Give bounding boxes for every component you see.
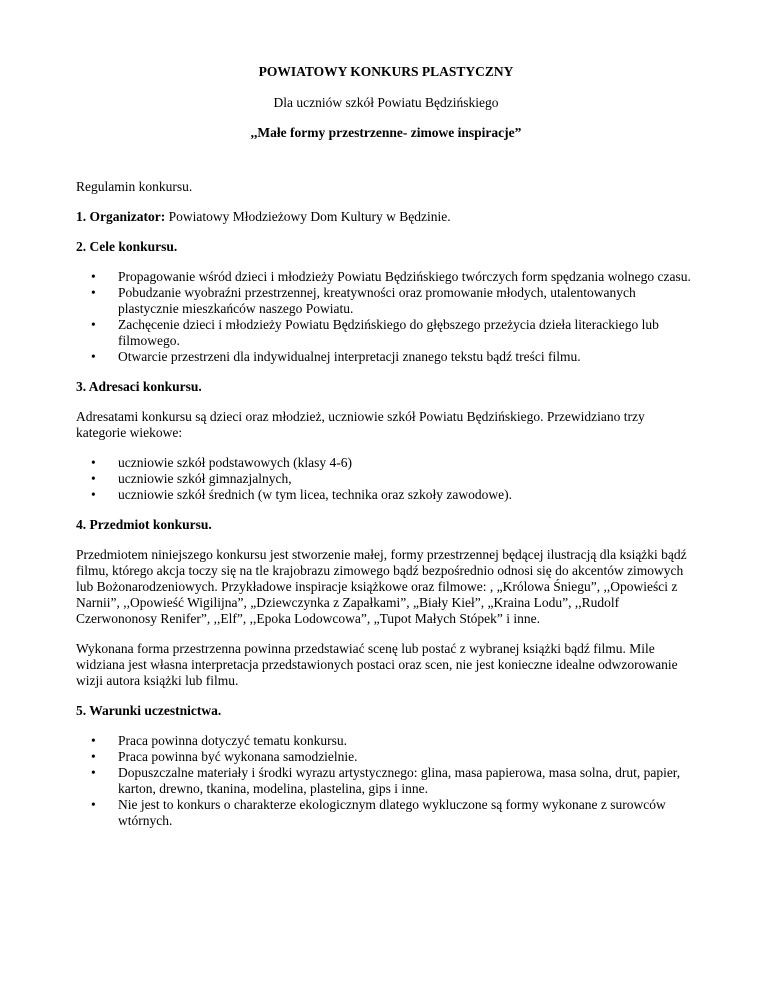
bullet-icon: • bbox=[91, 749, 96, 764]
bullet-icon: • bbox=[91, 317, 96, 332]
section-recipients-paragraph: Adresatami konkursu są dzieci oraz młodzież, uczniowie szkół Powiatu Będzińskiego. Przewidziano trzy kategorie wiekowe: bbox=[76, 409, 645, 440]
bullet-icon: • bbox=[91, 733, 96, 748]
list-item bbox=[76, 749, 696, 765]
section-goals-heading: 2. Cele konkursu. bbox=[76, 239, 178, 254]
bullet-icon: • bbox=[91, 349, 96, 364]
conditions-list bbox=[76, 733, 696, 829]
regulations-heading: Regulamin konkursu. bbox=[76, 179, 193, 194]
list-item-text: Dopuszczalne materiały i środki wyrazu artystycznego: glina, masa papierowa, masa solna, drut, papier, karton, drewno, tkanina, modelina, plastelina, gips i inne. bbox=[118, 765, 681, 796]
section-conditions-heading: 5. Warunki uczestnictwa. bbox=[76, 703, 222, 718]
list-item-text: uczniowie szkół gimnazjalnych, bbox=[118, 471, 292, 486]
list-item bbox=[76, 797, 696, 829]
list-item bbox=[76, 285, 696, 317]
goals-list bbox=[76, 269, 696, 365]
list-item bbox=[76, 455, 696, 471]
bullet-icon: • bbox=[91, 285, 96, 300]
contest-motto: ,,Małe formy przestrzenne- zimowe inspiracje” bbox=[250, 125, 522, 140]
list-item bbox=[76, 487, 696, 503]
document-subtitle: Dla uczniów szkół Powiatu Będzińskiego bbox=[273, 95, 499, 110]
bullet-icon: • bbox=[91, 797, 96, 812]
list-item bbox=[76, 317, 696, 349]
bullet-icon: • bbox=[91, 765, 96, 780]
list-item bbox=[76, 733, 696, 749]
bullet-icon: • bbox=[91, 455, 96, 470]
bullet-icon: • bbox=[91, 471, 96, 486]
section-subject-heading: 4. Przedmiot konkursu. bbox=[76, 517, 212, 532]
list-item bbox=[76, 765, 696, 797]
list-item bbox=[76, 269, 696, 285]
list-item-text: Zachęcenie dzieci i młodzieży Powiatu Będzińskiego do głębszego przeżycia dzieła literackiego lub filmowego. bbox=[118, 317, 659, 348]
list-item bbox=[76, 471, 696, 487]
list-item-text: Pobudzanie wyobraźni przestrzennej, kreatywności oraz promowanie młodych, utalentowanych plastycznie mieszkańców naszego Powiatu. bbox=[118, 285, 636, 316]
list-item-text: Praca powinna dotyczyć tematu konkursu. bbox=[118, 733, 348, 748]
list-item bbox=[76, 349, 696, 365]
document-title: POWIATOWY KONKURS PLASTYCZNY bbox=[258, 64, 514, 79]
list-item-text: Nie jest to konkurs o charakterze ekologicznym dlatego wykluczone są formy wykonane z surowców wtórnych. bbox=[118, 797, 666, 828]
section-subject-paragraph-2: Wykonana forma przestrzenna powinna przedstawiać scenę lub postać z wybranej książki bądź filmu. Mile widziana jest własna interpretacja przedstawionych postaci oraz scen, nie jest konieczne idealne odwzorowanie wizji autora książki lub filmu. bbox=[76, 641, 678, 688]
list-item-text: Praca powinna być wykonana samodzielnie. bbox=[118, 749, 358, 764]
list-item-text: uczniowie szkół podstawowych (klasy 4-6) bbox=[118, 455, 352, 470]
list-item-text: uczniowie szkół średnich (w tym licea, technika oraz szkoły zawodowe). bbox=[118, 487, 512, 502]
section-recipients-heading: 3. Adresaci konkursu. bbox=[76, 379, 202, 394]
section-organizer-text: Powiatowy Młodzieżowy Dom Kultury w Będzinie. bbox=[165, 209, 451, 224]
bullet-icon: • bbox=[91, 269, 96, 284]
section-organizer bbox=[76, 209, 696, 225]
document-page bbox=[76, 64, 696, 829]
section-organizer-label: 1. Organizator: bbox=[76, 209, 166, 224]
list-item-text: Otwarcie przestrzeni dla indywidualnej interpretacji znanego tekstu bądź treści filmu. bbox=[118, 349, 581, 364]
bullet-icon: • bbox=[91, 487, 96, 502]
list-item-text: Propagowanie wśród dzieci i młodzieży Powiatu Będzińskiego twórczych form spędzania wolnego czasu. bbox=[118, 269, 691, 284]
section-subject-paragraph-1: Przedmiotem niniejszego konkursu jest stworzenie małej, formy przestrzennej będącej ilustracją dla książki bądź filmu, którego akcja toczy się na tle krajobrazu zimowego bądź bezpośrednio odnosi się do akcentów zimowych lub Bożonarodzeniowych. Przykładowe inspiracje książkowe oraz filmowe: , „Królowa Śniegu”, ,,Opowieści z Narnii”, ,,Opowieść Wigilijna”, „Dziewczynka z Zapałkami”, „Biały Kieł”, „Kraina Lodu”, ,,Rudolf Czerwononosy Renifer”, ,,Elf”, ,,Epoka Lodowcowa”, „Tupot Małych Stópek” i inne. bbox=[76, 547, 687, 626]
age-categories-list bbox=[76, 455, 696, 503]
